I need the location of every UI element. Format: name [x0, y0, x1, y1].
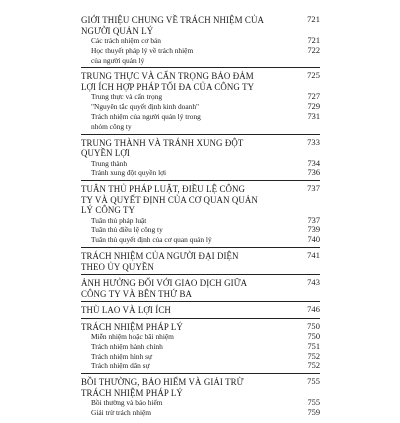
toc-subentry-text: "Nguyên tắc quyết định kinh doanh" [91, 102, 200, 112]
toc-subentry-text: Các trách nhiệm cơ bản [91, 36, 161, 45]
toc-page-number: 727 [307, 92, 320, 102]
toc-heading-line [81, 205, 320, 216]
toc-heading-line [81, 26, 320, 37]
toc-page-number: 729 [307, 102, 320, 112]
toc-subentry-line [81, 56, 320, 66]
toc-subentry-line [81, 332, 320, 342]
toc-section [81, 184, 320, 248]
toc-subentry-text: Tránh xung đột quyền lợi [91, 168, 167, 178]
toc-subentry-text: Trách nhiệm của người quản lý trong [91, 111, 201, 121]
toc-page-number: 722 [307, 45, 320, 55]
toc-heading-text: NGƯỜI QUẢN LÝ [81, 25, 154, 36]
toc-heading-text: THEO ỦY QUYỀN [81, 261, 154, 272]
toc-heading-line [81, 195, 320, 206]
toc-section [81, 15, 320, 68]
toc-heading-text: QUYỀN LỢI [81, 148, 130, 159]
toc-heading-line [81, 322, 320, 333]
toc-page-number: 733 [307, 137, 320, 147]
toc-subentry-line [81, 122, 320, 132]
toc-subentry-text: Giải trừ trách nhiệm [91, 408, 152, 418]
toc-heading-text: TRÁCH NHIỆM PHÁP LÝ [81, 321, 183, 332]
toc-subentry-text: Trung thực và cẩn trọng [91, 92, 163, 102]
toc-subentry-text: Tuân thủ điều lệ công ty [91, 225, 163, 235]
toc-page-number: 755 [307, 377, 320, 387]
toc-heading-line [81, 305, 320, 316]
toc-page-number: 737 [307, 215, 320, 225]
toc-page-number: 725 [307, 71, 320, 81]
toc-heading-line [81, 377, 320, 388]
toc-heading-line [81, 71, 320, 82]
toc-section [81, 322, 320, 375]
toc-section [81, 278, 320, 302]
toc-page-number: 752 [307, 351, 320, 361]
toc-heading-text: TRÁCH NHIỆM CỦA NGƯỜI ĐẠI DIỆN [81, 251, 239, 262]
toc-heading-text: ẢNH HƯỞNG ĐỐI VỚI GIAO DỊCH GIỮA [81, 278, 248, 289]
toc-subentry-text: của người quản lý [91, 55, 145, 65]
toc-page-number: 741 [307, 251, 320, 261]
toc-page-number: 759 [307, 408, 320, 418]
toc-page-number: 743 [307, 278, 320, 288]
toc-page-number: 721 [307, 36, 320, 45]
toc-subentry-line [81, 46, 320, 56]
toc-subentry-line [81, 102, 320, 112]
toc-heading-text: TY VÀ QUYẾT ĐỊNH CỦA CƠ QUAN QUẢN [81, 194, 258, 205]
toc-page-number: 734 [307, 158, 320, 168]
toc-subentry-text: Miễn nhiệm hoặc bãi nhiệm [91, 332, 174, 342]
toc-subentry-line [81, 361, 320, 371]
toc-page-number: 751 [307, 341, 320, 351]
toc-subentry-line [81, 342, 320, 352]
toc-page-number: 721 [307, 15, 320, 24]
toc-page-number: 755 [307, 398, 320, 408]
table-of-contents [81, 15, 320, 423]
toc-subentry-text: Trách nhiệm dân sự [91, 361, 150, 371]
toc-subentry-text: Học thuyết pháp lý về trách nhiệm [91, 45, 194, 55]
toc-page-number: 740 [307, 235, 320, 245]
toc-heading-line [81, 251, 320, 262]
toc-subentry-line [81, 352, 320, 362]
toc-subentry-text: Trung thành [91, 158, 128, 168]
toc-subentry-text: Bồi thường và bảo hiểm [91, 398, 163, 408]
toc-heading-text: TRÁCH NHIỆM PHÁP LÝ [81, 387, 183, 398]
toc-heading-line [81, 262, 320, 273]
toc-heading-line [81, 388, 320, 399]
toc-page-number: 746 [307, 305, 320, 315]
toc-subentry-text: Trách nhiệm hình sự [91, 351, 153, 361]
toc-section [81, 71, 320, 134]
toc-subentry-line [81, 159, 320, 169]
toc-heading-line [81, 148, 320, 159]
toc-heading-text: TUÂN THỦ PHÁP LUẬT, ĐIỀU LỆ CÔNG [81, 184, 246, 195]
toc-heading-line [81, 184, 320, 195]
toc-section [81, 377, 320, 420]
toc-heading-line [81, 138, 320, 149]
toc-section [81, 251, 320, 275]
toc-page-number: 739 [307, 225, 320, 235]
toc-heading-line [81, 82, 320, 93]
toc-heading-line [81, 289, 320, 300]
toc-subentry-line [81, 235, 320, 245]
toc-section [81, 138, 320, 182]
toc-heading-text: LỢI ÍCH HỢP PHÁP TỐI ĐA CỦA CÔNG TY [81, 81, 255, 92]
toc-heading-line [81, 278, 320, 289]
toc-subentry-text: Trách nhiệm hành chính [91, 341, 163, 351]
toc-page-number: 737 [307, 184, 320, 194]
toc-heading-text: BỒI THƯỜNG, BẢO HIỂM VÀ GIẢI TRỪ [81, 377, 244, 388]
toc-heading-text: GIỚI THIỆU CHUNG VỀ TRÁCH NHIỆM CỦA [81, 15, 264, 25]
toc-subentry-line [81, 36, 320, 46]
toc-subentry-text: nhóm công ty [91, 121, 132, 131]
toc-page-number: 731 [307, 111, 320, 121]
toc-heading-text: LÝ CÔNG TY [81, 205, 136, 216]
toc-heading-text: THÙ LAO VÀ LỢI ÍCH [81, 305, 171, 316]
toc-heading-line [81, 15, 320, 26]
toc-heading-text: CÔNG TY VÀ BÊN THỨ BA [81, 288, 192, 299]
toc-subentry-line [81, 225, 320, 235]
toc-section [81, 305, 320, 319]
toc-heading-text: TRUNG THÀNH VÀ TRÁNH XUNG ĐỘT [81, 137, 244, 148]
toc-page-number: 750 [307, 332, 320, 342]
toc-page-number: 736 [307, 168, 320, 178]
toc-subentry-line [81, 168, 320, 178]
toc-subentry-line [81, 92, 320, 102]
toc-heading-text: TRUNG THỰC VÀ CẨN TRỌNG BẢO ĐẢM [81, 71, 254, 82]
toc-subentry-line [81, 112, 320, 122]
toc-page-number: 750 [307, 321, 320, 331]
toc-page-number: 752 [307, 361, 320, 371]
toc-subentry-text: Tuân thủ pháp luật [91, 215, 147, 225]
toc-subentry-text: Tuân thủ quyết định của cơ quan quản lý [91, 235, 212, 245]
toc-subentry-line [81, 216, 320, 226]
toc-subentry-line [81, 408, 320, 418]
